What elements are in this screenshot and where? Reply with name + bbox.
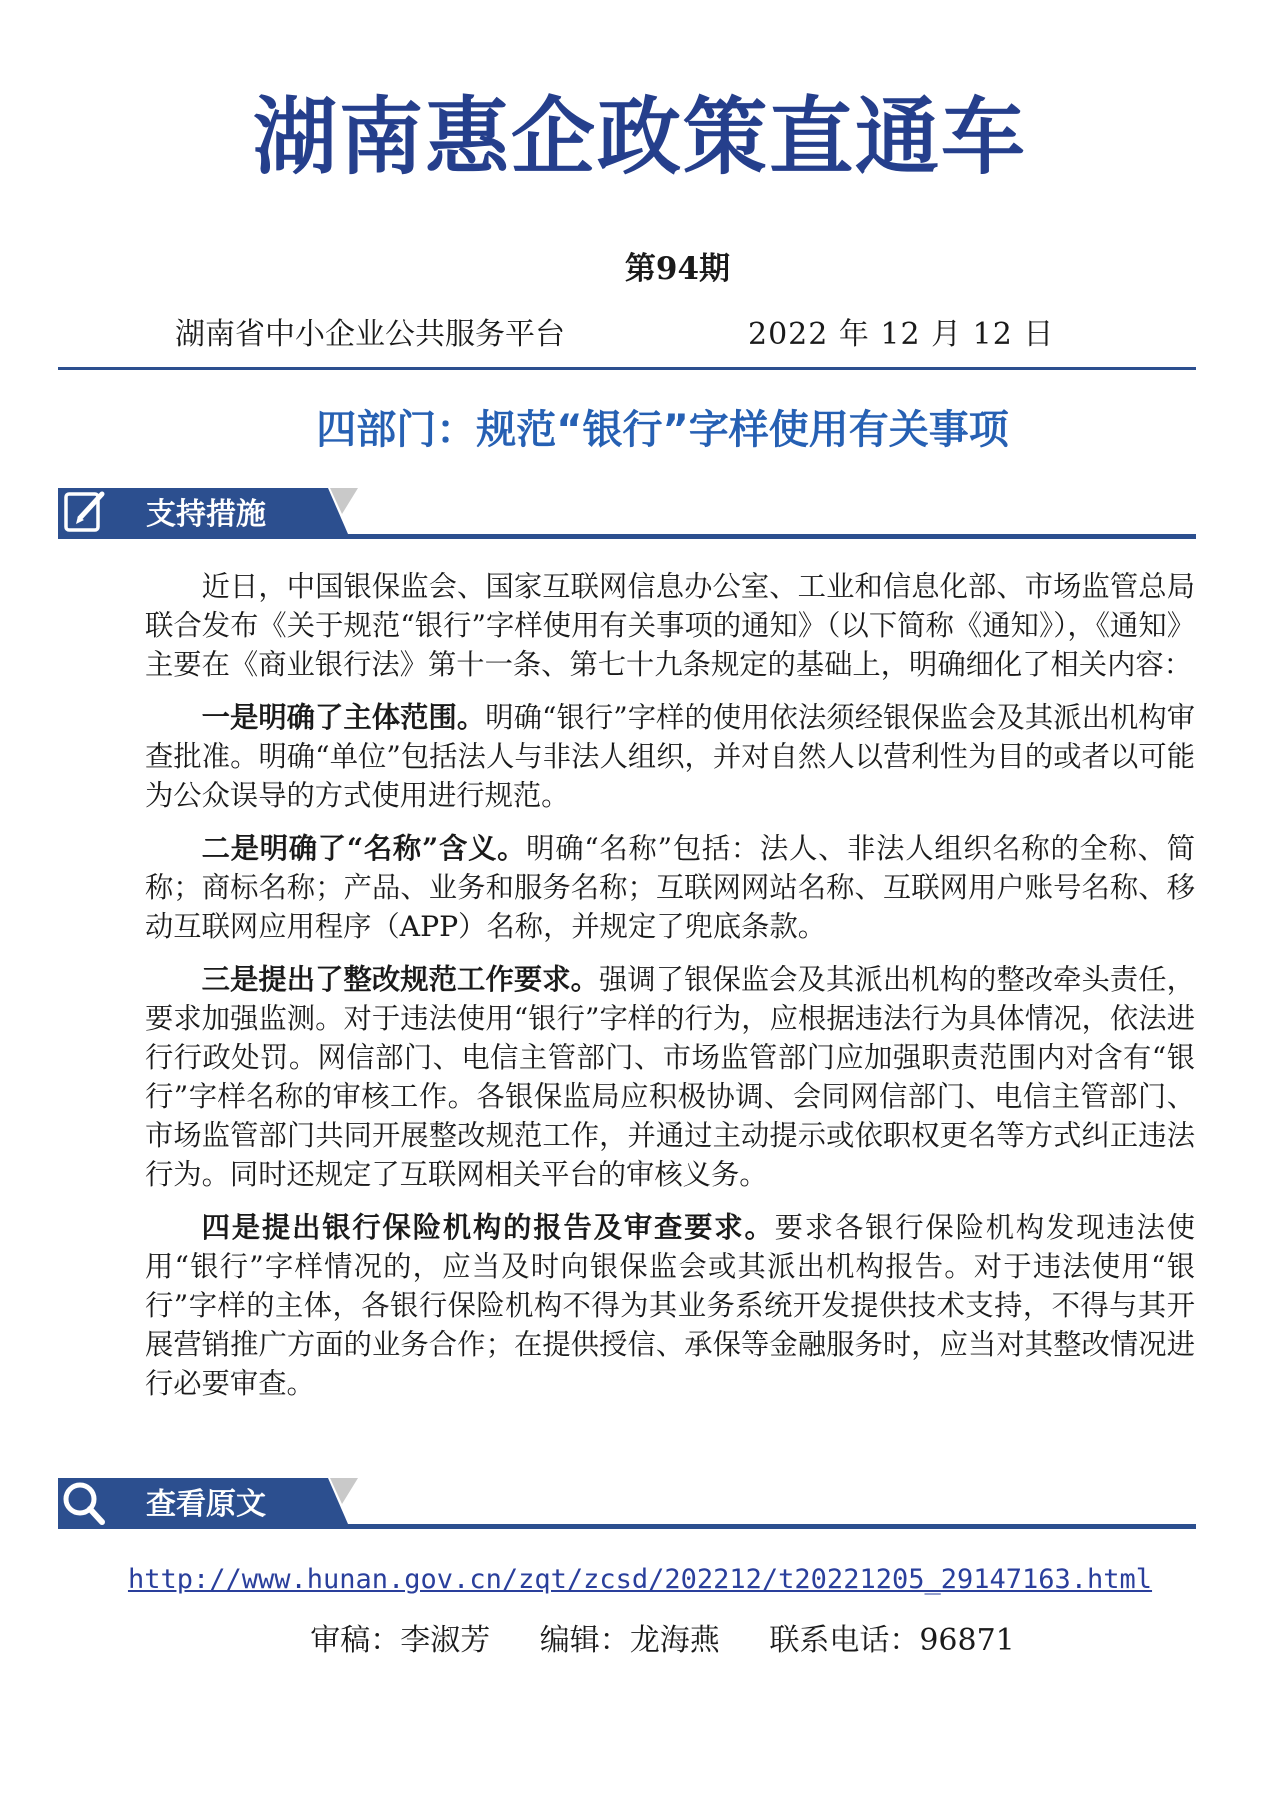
credit-phone: 联系电话：96871 bbox=[769, 1623, 1015, 1658]
header-divider bbox=[58, 367, 1196, 370]
article-body bbox=[145, 567, 1195, 1417]
credits-line bbox=[0, 1623, 1280, 1658]
credit-reviewer: 审稿：李淑芳 bbox=[310, 1623, 491, 1658]
paragraph-1-text: 明确“银行”字样的使用依法须经银保监会及其派出机构审查批准。明确“单位”包括法人与非法人组织，并对自然人以营利性为目的或者以可能为公众误导的方式使用进行规范。 bbox=[145, 701, 1195, 812]
source-link[interactable]: http://www.hunan.gov.cn/zqt/zcsd/202212/t20221205_29147163.html bbox=[127, 1564, 1153, 1595]
issue-number: 第94期 bbox=[624, 251, 731, 287]
paragraph-3-lead: 三是提出了整改规范工作要求。 bbox=[201, 962, 599, 996]
search-icon bbox=[58, 1478, 110, 1528]
paragraph-1-lead: 一是明确了主体范围。 bbox=[201, 700, 486, 734]
publisher-name: 湖南省中小企业公共服务平台 bbox=[175, 317, 565, 352]
section-label-support: 支持措施 bbox=[146, 497, 266, 532]
paragraph-2-lead: 二是明确了“名称”含义。 bbox=[201, 831, 527, 865]
section-label-source: 查看原文 bbox=[146, 1487, 266, 1522]
edit-note-icon bbox=[58, 488, 110, 538]
paragraph-3-text: 强调了银保监会及其派出机构的整改牵头责任，要求加强监测。对于违法使用“银行”字样的行为，应根据违法行为具体情况，依法进行行政处罚。网信部门、电信主管部门、市场监管部门应加强职责范围内对含有“银行”字样名称的审核工作。各银保监局应积极协调、会同网信部门、电信主管部门、市场监管部门共同开展整改规范工作，并通过主动提示或依职权更名等方式纠正违法行为。同时还规定了互联网相关平台的审核义务。 bbox=[145, 963, 1195, 1191]
paragraph-4-lead: 四是提出银行保险机构的报告及审查要求。 bbox=[201, 1210, 775, 1244]
paragraph-2-text: 明确“名称”包括：法人、非法人组织名称的全称、简称；商标名称；产品、业务和服务名称；互联网网站名称、互联网用户账号名称、移动互联网应用程序（APP）名称，并规定了兜底条款。 bbox=[145, 832, 1195, 943]
paragraph-intro: 近日，中国银保监会、国家互联网信息办公室、工业和信息化部、市场监管总局联合发布《关于规范“银行”字样使用有关事项的通知》（以下简称《通知》），《通知》主要在《商业银行法》第十一条、第七十九条规定的基础上，明确细化了相关内容： bbox=[145, 570, 1195, 681]
masthead-title: 湖南惠企政策直通车 bbox=[252, 88, 1027, 186]
paragraph-1 bbox=[145, 698, 1195, 815]
publish-date: 2022 年 12 月 12 日 bbox=[748, 317, 1055, 352]
paragraph-4 bbox=[145, 1208, 1195, 1403]
section-bar-support bbox=[58, 488, 1196, 544]
credit-editor: 编辑：龙海燕 bbox=[539, 1623, 720, 1658]
paragraph-3 bbox=[145, 960, 1195, 1194]
article-headline: 四部门：规范“银行”字样使用有关事项 bbox=[316, 407, 1009, 453]
paragraph-2 bbox=[145, 829, 1195, 946]
paragraph-4-text: 要求各银行保险机构发现违法使用“银行”字样情况的，应当及时向银保监会或其派出机构报告。对于违法使用“银行”字样的主体，各银行保险机构不得为其业务系统开发提供技术支持，不得与其开展营销推广方面的业务合作；在提供授信、承保等金融服务时，应当对其整改情况进行必要审查。 bbox=[145, 1211, 1195, 1400]
section-bar-source bbox=[58, 1478, 1196, 1534]
